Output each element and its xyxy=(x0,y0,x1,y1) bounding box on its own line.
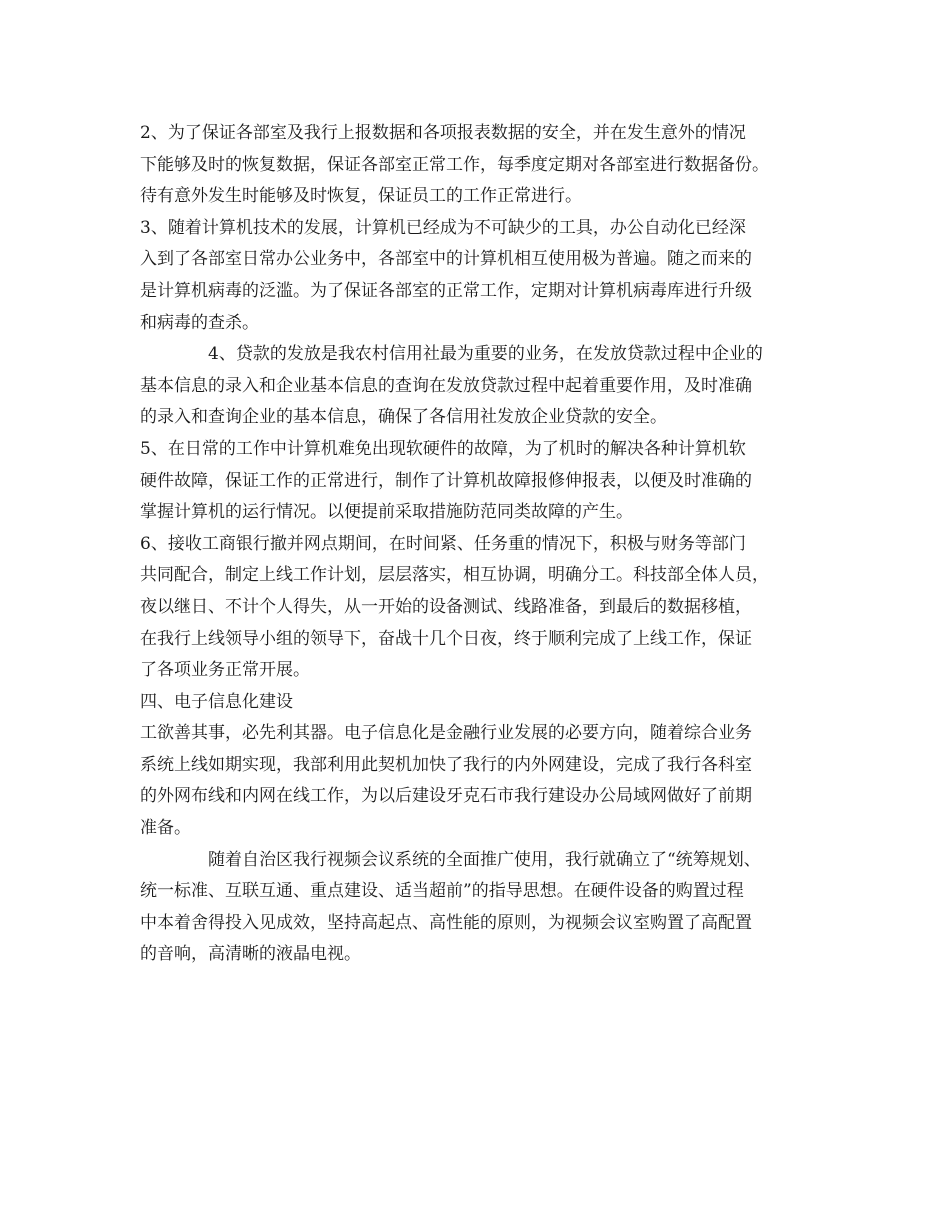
text-line: 2、为了保证各部室及我行上报数据和各项报表数据的安全，并在发生意外的情况 xyxy=(140,123,746,143)
text-line: 准备。 xyxy=(140,818,191,839)
text-line: 工欲善其事，必先利其器。电子信息化是金融行业发展的必要方向，随着综合业务 xyxy=(140,723,752,744)
text-line: 统一标准、互联互通、重点建设、适当超前”的指导思想。在硬件设备的购置过程 xyxy=(140,881,744,902)
text-line: 随着自治区我行视频会议系统的全面推广使用，我行就确立了“统筹规划、 xyxy=(208,849,761,870)
document-body xyxy=(140,118,830,971)
text-line: 系统上线如期实现，我部利用此契机加快了我行的内外网建设，完成了我行各科室 xyxy=(140,754,752,775)
text-line: 入到了各部室日常办公业务中，各部室中的计算机相互使用极为普遍。随之而来的 xyxy=(140,249,752,270)
text-line: 了各项业务正常开展。 xyxy=(140,660,310,681)
text-line: 和病毒的查杀。 xyxy=(140,312,259,333)
text-line: 待有意外发生时能够及时恢复，保证员工的工作正常进行。 xyxy=(140,186,582,207)
text-line: 掌握计算机的运行情况。以便提前采取措施防范同类故障的产生。 xyxy=(140,502,633,523)
text-line: 硬件故障，保证工作的正常进行，制作了计算机故障报修伸报表，以便及时准确的 xyxy=(140,470,752,491)
text-line: 3、随着计算机技术的发展，计算机已经成为不可缺少的工具，办公自动化已经深 xyxy=(140,217,746,238)
text-line: 共同配合，制定上线工作计划，层层落实，相互协调，明确分工。科技部全体人员， xyxy=(140,565,769,586)
text-line: 6、接收工商银行撤并网点期间，在时间紧、任务重的情况下，积极与财务等部门 xyxy=(140,533,746,554)
text-line: 中本着舍得投入见成效，坚持高起点、高性能的原则，为视频会议室购置了高配置 xyxy=(140,912,752,933)
text-line: 下能够及时的恢复数据，保证各部室正常工作，每季度定期对各部室进行数据备份。 xyxy=(140,154,769,175)
text-line: 在我行上线领导小组的领导下，奋战十几个日夜，终于顺利完成了上线工作，保证 xyxy=(140,628,752,649)
text-line: 的录入和查询企业的基本信息，确保了各信用社发放企业贷款的安全。 xyxy=(140,407,667,428)
text-line: 的外网布线和内网在线工作，为以后建设牙克石市我行建设办公局域网做好了前期 xyxy=(140,786,752,807)
text-line: 的音响，高清晰的液晶电视。 xyxy=(140,944,361,965)
text-line: 5、在日常的工作中计算机难免出现软硬件的故障，为了机时的解决各种计算机软 xyxy=(140,438,746,459)
text-line: 4、贷款的发放是我农村信用社最为重要的业务，在发放贷款过程中企业的 xyxy=(208,344,763,365)
text-line: 是计算机病毒的泛滥。为了保证各部室的正常工作，定期对计算机病毒库进行升级 xyxy=(140,280,752,301)
text-line: 基本信息的录入和企业基本信息的查询在发放贷款过程中起着重要作用，及时准确 xyxy=(140,375,752,396)
section-heading: 四、电子信息化建设 xyxy=(140,691,293,712)
text-line: 夜以继日、不计个人得失，从一开始的设备测试、线路准备，到最后的数据移植， xyxy=(140,596,752,617)
